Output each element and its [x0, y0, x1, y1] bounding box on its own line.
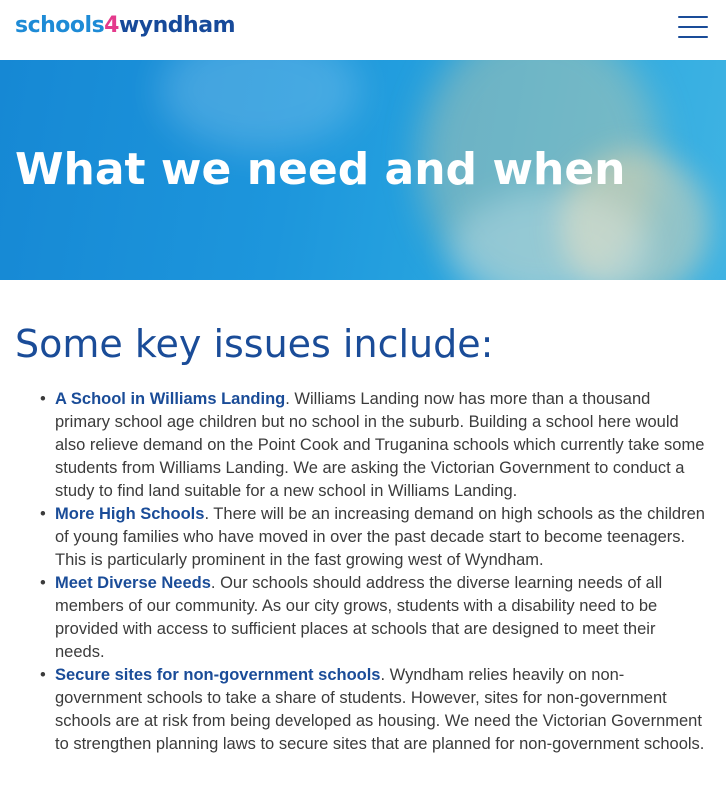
section-heading: Some key issues include: [15, 322, 494, 366]
menu-line [678, 36, 708, 38]
issue-text: . Wyndham relies heavily on non-government schools to take a share of students. However, sites for non-government schools are at risk from being developed as housing. We need the Victorian Government to strengthen planning laws to secure sites that are planned for non-government schools. [55, 666, 705, 753]
list-item [55, 503, 711, 572]
list-item [55, 664, 711, 756]
page-title: What we need and when [15, 144, 626, 195]
logo-text-4: 4 [104, 13, 119, 38]
menu-line [678, 16, 708, 18]
logo-text-schools: schools [15, 13, 105, 38]
site-logo[interactable] [15, 11, 235, 41]
issue-text: . Our schools should address the diverse learning needs of all members of our community. As our city grows, students with a disability need to be provided with access to sufficient places at schools that are designed to meet their needs. [55, 574, 663, 661]
hero-image-decoration [160, 60, 360, 150]
issue-text: . There will be an increasing demand on high schools as the children of young families who have moved in over the past decade start to become teenagers. This is particularly prominent in the fast growing west of Wyndham. [55, 505, 705, 569]
hero-banner [0, 60, 726, 280]
issues-list [15, 388, 711, 756]
main-content [0, 280, 726, 756]
issue-title: Meet Diverse Needs [55, 574, 211, 592]
issue-text: . Williams Landing now has more than a thousand primary school age children but no school in the suburb. Building a school here would also relieve demand on the Point Cook and Truganina schools which currently take some students from Williams Landing. We are asking the Victorian Government to conduct a study to find land suitable for a new school in Williams Landing. [55, 390, 705, 500]
issue-title: A School in Williams Landing [55, 390, 286, 408]
logo-text-wyndham: wyndham [118, 13, 235, 38]
issue-title: Secure sites for non-government schools [55, 666, 381, 684]
hamburger-menu-icon[interactable] [678, 16, 708, 42]
issue-title: More High Schools [55, 505, 205, 523]
site-header [0, 0, 726, 60]
menu-line [678, 26, 708, 28]
list-item [55, 388, 711, 503]
list-item [55, 572, 711, 664]
